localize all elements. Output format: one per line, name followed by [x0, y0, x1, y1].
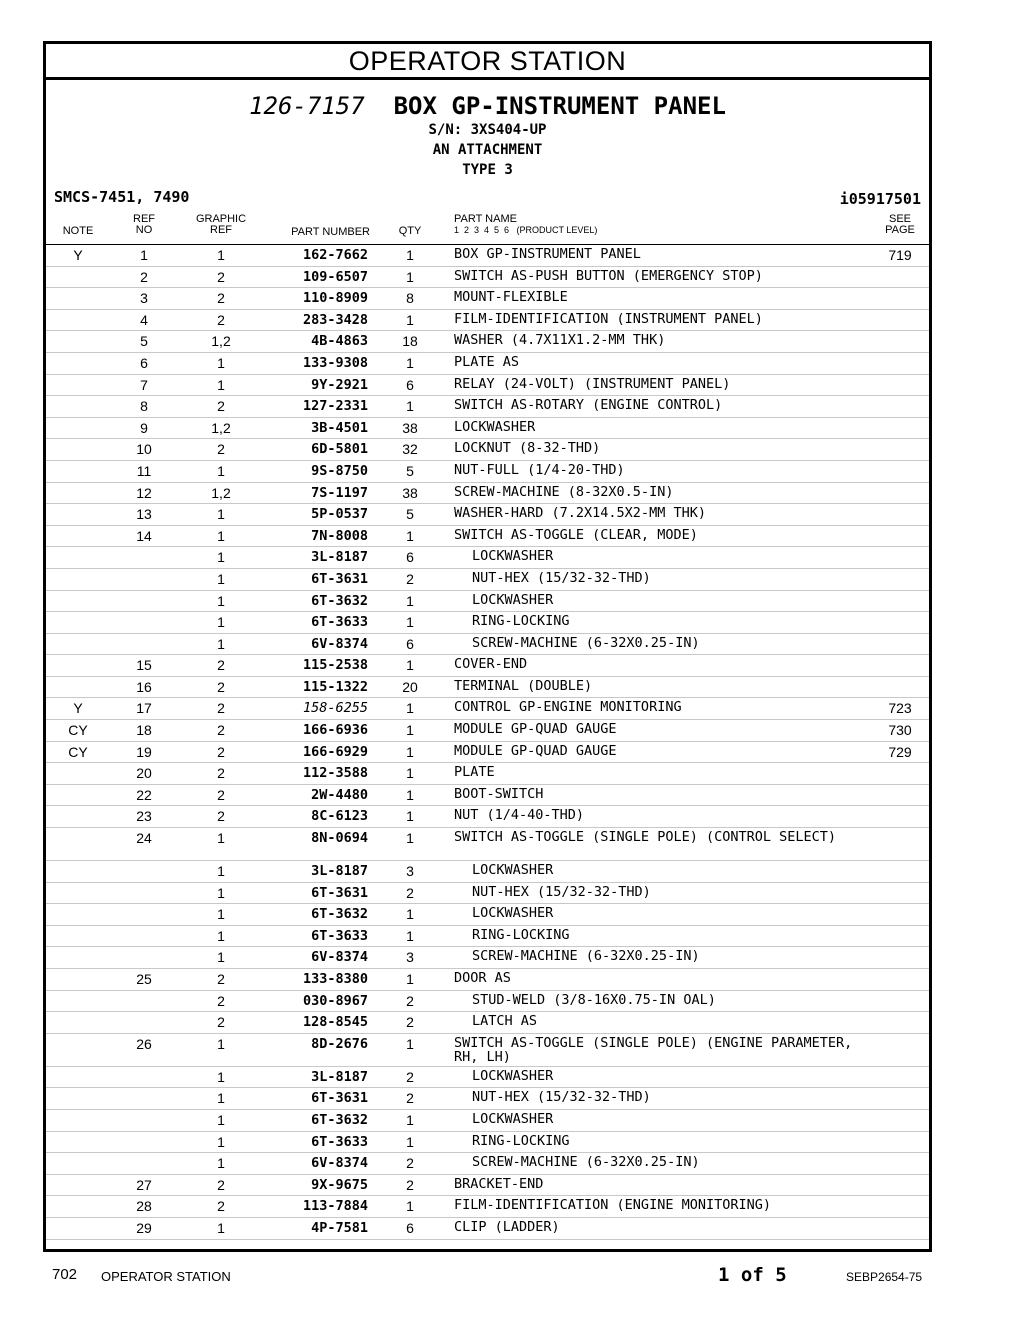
row-qty: 38 [402, 419, 418, 436]
row-ref-no: 1 [140, 247, 148, 263]
footer-page-number: 702 [52, 1266, 78, 1283]
row-part-number: 6T-3631 [311, 1090, 368, 1107]
table-row [46, 331, 929, 353]
row-graphic-ref: 2 [217, 992, 225, 1009]
table-row [46, 1153, 929, 1175]
row-part-name: CLIP (LADDER) [454, 1218, 560, 1235]
row-graphic-ref: 2 [217, 743, 225, 760]
table-row [46, 634, 929, 656]
row-part-name: SCREW-MACHINE (6-32X0.25-IN) [472, 948, 700, 965]
table-row [46, 926, 929, 948]
row-graphic-ref: 2 [217, 1014, 225, 1031]
smcs-code: SMCS-7451, 7490 [54, 188, 190, 206]
row-graphic-ref: 1 [217, 462, 225, 479]
group-title [46, 92, 929, 120]
table-row [46, 396, 929, 418]
table-row [46, 1196, 929, 1218]
row-ref-no: 20 [136, 765, 152, 782]
row-part-number: 166-6936 [302, 722, 368, 739]
row-part-name: NUT-HEX (15/32-32-THD) [472, 1089, 651, 1106]
row-part-name: LOCKWASHER [472, 548, 554, 565]
row-ref-no: 16 [136, 678, 152, 695]
row-qty: 1 [406, 1198, 414, 1215]
row-part-number: 6V-8374 [311, 949, 368, 966]
parts-sheet [43, 41, 932, 1252]
row-part-name: FILM-IDENTIFICATION (ENGINE MONITORING) [454, 1197, 771, 1214]
row-qty: 1 [406, 592, 414, 609]
row-qty: 5 [406, 506, 414, 523]
table-row [46, 991, 929, 1013]
col-graphic-top: GRAPHIC [195, 213, 247, 225]
row-part-number: 112-3588 [302, 765, 368, 782]
row-part-name: RING-LOCKING [472, 613, 570, 630]
row-part-name: NUT-FULL (1/4-20-THD) [454, 461, 625, 478]
row-part-number: 6T-3632 [311, 592, 368, 609]
row-graphic-ref: 2 [217, 765, 225, 782]
table-row [46, 483, 929, 505]
table-row [46, 591, 929, 613]
row-graphic-ref: 1 [217, 549, 225, 566]
row-part-number: 158-6255 [302, 700, 368, 717]
table-row [46, 904, 929, 926]
row-graphic-ref: 1 [217, 830, 225, 847]
row-graphic-ref: 1 [217, 1111, 225, 1128]
row-qty: 1 [406, 1035, 414, 1052]
row-ref-no: 22 [136, 786, 152, 803]
row-part-number: 3L-8187 [311, 549, 368, 566]
row-ref-no: 15 [136, 657, 152, 674]
row-see-page: 730 [888, 722, 912, 739]
row-qty: 1 [406, 1133, 414, 1150]
row-graphic-ref: 1 [217, 927, 225, 944]
row-graphic-ref: 2 [217, 722, 225, 739]
row-qty: 38 [402, 484, 418, 501]
row-part-number: 6T-3631 [311, 884, 368, 901]
row-graphic-ref: 1 [217, 376, 225, 393]
row-part-name: WASHER (4.7X11X1.2-MM THK) [454, 332, 666, 349]
row-graphic-ref: 1 [217, 527, 225, 544]
row-graphic-ref: 1 [217, 506, 225, 523]
table-row [46, 1088, 929, 1110]
section-title: OPERATOR STATION [46, 44, 929, 80]
footer-page-of: 1 of 5 [718, 1264, 787, 1286]
table-row [46, 861, 929, 883]
table-row [46, 1067, 929, 1089]
row-part-number: 8N-0694 [311, 830, 368, 847]
row-part-number: 3L-8187 [311, 1068, 368, 1085]
row-ref-no: 3 [140, 290, 148, 307]
row-part-name: SWITCH AS-TOGGLE (SINGLE POLE) (CONTROL SELECT) [454, 829, 837, 846]
table-row [46, 267, 929, 289]
table-row [46, 969, 929, 991]
table-row [46, 547, 929, 569]
row-graphic-ref: 1,2 [211, 333, 231, 350]
row-part-name: PLATE [454, 764, 495, 781]
row-part-number: 6T-3632 [311, 1111, 368, 1128]
col-note: NOTE [62, 225, 94, 237]
row-qty: 3 [406, 863, 414, 880]
row-qty: 1 [406, 722, 414, 739]
table-row [46, 806, 929, 828]
row-part-name: LOCKWASHER [472, 862, 554, 879]
row-part-number: 166-6929 [302, 743, 368, 760]
row-part-number: 133-8380 [302, 971, 368, 987]
row-ref-no: 24 [136, 830, 152, 847]
row-part-name: BRACKET-END [454, 1175, 544, 1192]
row-part-name: COVER-END [454, 656, 528, 673]
row-part-name: BOOT-SWITCH [454, 785, 544, 802]
type-label: TYPE 3 [462, 162, 513, 178]
row-part-name: FILM-IDENTIFICATION (INSTRUMENT PANEL) [454, 310, 763, 327]
row-part-name: RING-LOCKING [472, 926, 570, 943]
row-qty: 1 [406, 786, 414, 803]
row-part-number: 6T-3633 [311, 927, 368, 944]
table-row [46, 1132, 929, 1154]
row-part-name: LOCKWASHER [472, 591, 554, 608]
row-part-number: 283-3428 [302, 311, 368, 328]
row-qty: 1 [406, 700, 414, 717]
table-row [46, 763, 929, 785]
row-qty: 1 [406, 927, 414, 944]
illustration-id: i05917501 [839, 190, 921, 208]
row-graphic-ref: 2 [217, 971, 225, 987]
row-graphic-ref: 2 [217, 1198, 225, 1215]
row-part-name: SCREW-MACHINE (6-32X0.25-IN) [472, 634, 700, 651]
row-graphic-ref: 2 [217, 398, 225, 415]
row-graphic-ref: 1 [217, 1035, 225, 1052]
table-row [46, 828, 929, 861]
table-row [46, 742, 929, 764]
row-part-number: 6D-5801 [311, 441, 368, 458]
row-graphic-ref: 1 [217, 614, 225, 631]
row-part-number: 127-2331 [302, 398, 368, 415]
table-row [46, 1012, 929, 1034]
col-product-level: 1 2 3 4 5 6 (PRODUCT LEVEL) [454, 225, 598, 235]
row-qty: 2 [406, 570, 414, 587]
col-part-name-top: PART NAME [454, 213, 517, 225]
row-ref-no: 6 [140, 354, 148, 371]
row-ref-no: 18 [136, 722, 152, 739]
row-part-number: 7N-8008 [311, 527, 368, 544]
row-qty: 1 [406, 743, 414, 760]
row-qty: 2 [406, 1068, 414, 1085]
col-see-top: SEE [888, 213, 911, 225]
table-row [46, 612, 929, 634]
row-qty: 1 [406, 1111, 414, 1128]
row-part-number: 109-6507 [302, 268, 368, 285]
row-ref-no: 9 [140, 419, 148, 436]
row-note: CY [68, 743, 88, 760]
row-qty: 1 [406, 354, 414, 371]
row-qty: 6 [406, 376, 414, 393]
col-qty: QTY [398, 225, 422, 237]
row-graphic-ref: 1 [217, 247, 225, 263]
row-ref-no: 11 [136, 462, 152, 479]
attachment-label: AN ATTACHMENT [432, 142, 543, 158]
row-part-number: 4P-7581 [311, 1219, 368, 1236]
row-graphic-ref: 2 [217, 268, 225, 285]
table-row [46, 883, 929, 905]
row-ref-no: 23 [136, 808, 152, 825]
row-qty: 20 [402, 678, 418, 695]
row-note: Y [73, 247, 83, 263]
row-graphic-ref: 1 [217, 354, 225, 371]
row-part-number: 6T-3632 [311, 906, 368, 923]
row-ref-no: 26 [136, 1035, 152, 1052]
col-ref-bottom: NO [135, 224, 153, 236]
row-graphic-ref: 2 [217, 290, 225, 307]
col-graphic [186, 214, 256, 236]
row-graphic-ref: 1 [217, 906, 225, 923]
row-graphic-ref: 2 [217, 657, 225, 674]
row-ref-no: 19 [136, 743, 152, 760]
row-ref-no: 17 [136, 700, 152, 717]
row-qty: 1 [406, 657, 414, 674]
row-part-name: SWITCH AS-ROTARY (ENGINE CONTROL) [454, 397, 723, 414]
row-part-number: 3L-8187 [311, 863, 368, 880]
table-row [46, 947, 929, 969]
row-part-name: RING-LOCKING [472, 1132, 570, 1149]
row-qty: 1 [406, 614, 414, 631]
table-row [46, 785, 929, 807]
row-qty: 6 [406, 635, 414, 652]
row-note: Y [73, 700, 83, 717]
row-ref-no: 2 [140, 268, 148, 285]
col-graphic-bottom: REF [210, 224, 232, 236]
row-qty: 1 [406, 311, 414, 328]
table-row [46, 310, 929, 332]
row-part-name: LOCKWASHER [454, 418, 536, 435]
row-part-name: STUD-WELD (3/8-16X0.75-IN OAL) [472, 991, 716, 1008]
row-part-number: 8C-6123 [311, 808, 368, 825]
row-part-name: LOCKWASHER [472, 1067, 554, 1084]
row-part-number: 113-7884 [302, 1198, 368, 1215]
row-graphic-ref: 2 [217, 808, 225, 825]
table-row [46, 526, 929, 548]
row-qty: 6 [406, 1219, 414, 1236]
row-ref-no: 28 [136, 1198, 152, 1215]
row-qty: 3 [406, 949, 414, 966]
row-part-name: WASHER-HARD (7.2X14.5X2-MM THK) [454, 505, 706, 522]
row-part-number: 110-8909 [302, 290, 368, 307]
footer-doc-id: SEBP2654-75 [846, 1270, 923, 1284]
row-qty: 2 [406, 1176, 414, 1193]
row-part-name: PLATE AS [454, 353, 520, 370]
row-ref-no: 5 [140, 333, 148, 350]
row-ref-no: 7 [140, 376, 148, 393]
row-part-number: 6T-3633 [311, 614, 368, 631]
row-part-name: LOCKNUT (8-32-THD) [454, 440, 601, 457]
table-row [46, 418, 929, 440]
table-row [46, 698, 929, 720]
row-graphic-ref: 1,2 [211, 419, 231, 436]
row-part-name: CONTROL GP-ENGINE MONITORING [454, 699, 682, 716]
row-see-page: 723 [888, 700, 912, 717]
row-part-number: 115-2538 [302, 657, 368, 674]
row-part-number: 6T-3633 [311, 1133, 368, 1150]
parts-table [46, 245, 929, 1240]
row-part-number: 5P-0537 [311, 506, 368, 523]
row-part-name: MODULE GP-QUAD GAUGE [454, 742, 617, 759]
row-part-name: SWITCH AS-TOGGLE (SINGLE POLE) (ENGINE PARAMETER, RH, LH) [454, 1034, 853, 1065]
row-see-page: 729 [888, 743, 912, 760]
row-qty: 1 [406, 268, 414, 285]
table-row [46, 1175, 929, 1197]
col-see-page [872, 214, 928, 236]
row-part-name: LOCKWASHER [472, 1110, 554, 1127]
table-row [46, 461, 929, 483]
row-graphic-ref: 2 [217, 441, 225, 458]
row-part-number: 9Y-2921 [311, 376, 368, 393]
table-row [46, 375, 929, 397]
group-header [46, 80, 929, 245]
row-part-name: NUT (1/4-40-THD) [454, 807, 585, 824]
row-part-name: SWITCH AS-PUSH BUTTON (EMERGENCY STOP) [454, 267, 763, 284]
row-part-number: 115-1322 [302, 678, 368, 695]
row-graphic-ref: 1 [217, 1219, 225, 1236]
serial-number: S/N: 3XS404-UP [428, 122, 547, 138]
row-qty: 1 [406, 527, 414, 544]
row-part-number: 162-7662 [302, 247, 368, 263]
row-part-number: 3B-4501 [311, 419, 368, 436]
row-part-number: 030-8967 [302, 992, 368, 1009]
row-graphic-ref: 1 [217, 635, 225, 652]
row-qty: 1 [406, 906, 414, 923]
row-ref-no: 13 [136, 506, 152, 523]
row-part-number: 9X-9675 [311, 1176, 368, 1193]
row-part-name: MOUNT-FLEXIBLE [454, 289, 568, 306]
row-qty: 1 [406, 830, 414, 847]
table-row [46, 439, 929, 461]
row-graphic-ref: 1 [217, 570, 225, 587]
col-part-name [454, 214, 754, 236]
row-graphic-ref: 2 [217, 1176, 225, 1193]
table-row [46, 288, 929, 310]
row-graphic-ref: 1 [217, 592, 225, 609]
row-part-number: 8D-2676 [311, 1035, 368, 1052]
row-ref-no: 29 [136, 1219, 152, 1236]
row-qty: 2 [406, 884, 414, 901]
row-graphic-ref: 1 [217, 1133, 225, 1150]
row-qty: 32 [402, 441, 418, 458]
row-qty: 5 [406, 462, 414, 479]
row-ref-no: 4 [140, 311, 148, 328]
row-qty: 2 [406, 1090, 414, 1107]
row-ref-no: 14 [136, 527, 152, 544]
col-ref-top: REF [133, 213, 155, 225]
row-qty: 1 [406, 971, 414, 987]
row-part-name: NUT-HEX (15/32-32-THD) [472, 569, 651, 586]
row-graphic-ref: 1 [217, 1155, 225, 1172]
row-graphic-ref: 2 [217, 678, 225, 695]
row-graphic-ref: 2 [217, 700, 225, 717]
row-see-page: 719 [888, 247, 912, 263]
table-row [46, 353, 929, 375]
row-qty: 1 [406, 398, 414, 415]
table-row [46, 1034, 929, 1067]
row-part-name: LATCH AS [472, 1013, 538, 1030]
row-part-number: 2W-4480 [311, 786, 368, 803]
row-graphic-ref: 1 [217, 884, 225, 901]
row-qty: 18 [402, 333, 418, 350]
row-part-name: NUT-HEX (15/32-32-THD) [472, 883, 651, 900]
row-qty: 1 [406, 808, 414, 825]
footer-section: OPERATOR STATION [101, 1269, 231, 1284]
row-part-name: SCREW-MACHINE (8-32X0.5-IN) [454, 483, 674, 500]
group-name: BOX GP-INSTRUMENT PANEL [393, 92, 726, 120]
row-graphic-ref: 1 [217, 1068, 225, 1085]
row-ref-no: 10 [136, 441, 152, 458]
row-part-name: MODULE GP-QUAD GAUGE [454, 721, 617, 738]
row-part-number: 9S-8750 [311, 462, 368, 479]
row-graphic-ref: 2 [217, 311, 225, 328]
row-part-name: RELAY (24-VOLT) (INSTRUMENT PANEL) [454, 375, 731, 392]
table-row [46, 655, 929, 677]
col-see-bottom: PAGE [885, 224, 915, 236]
row-part-name: SCREW-MACHINE (6-32X0.25-IN) [472, 1154, 700, 1171]
row-graphic-ref: 1,2 [211, 484, 231, 501]
table-row [46, 504, 929, 526]
row-part-name: TERMINAL (DOUBLE) [454, 677, 593, 694]
row-note: CY [68, 722, 88, 739]
row-part-name: BOX GP-INSTRUMENT PANEL [454, 246, 641, 262]
row-qty: 1 [406, 765, 414, 782]
row-part-number: 128-8545 [302, 1014, 368, 1031]
row-part-number: 133-9308 [302, 354, 368, 371]
col-ref [124, 214, 164, 236]
col-part-number: PART NUMBER [291, 226, 370, 238]
row-graphic-ref: 2 [217, 786, 225, 803]
table-row [46, 677, 929, 699]
row-part-number: 7S-1197 [311, 484, 368, 501]
row-qty: 2 [406, 1155, 414, 1172]
row-part-name: SWITCH AS-TOGGLE (CLEAR, MODE) [454, 526, 698, 543]
group-part-number: 126-7157 [249, 92, 365, 120]
table-row [46, 1218, 929, 1240]
row-qty: 6 [406, 549, 414, 566]
table-row [46, 245, 929, 267]
table-row [46, 569, 929, 591]
table-row [46, 720, 929, 742]
row-part-number: 4B-4863 [311, 333, 368, 350]
table-row [46, 1110, 929, 1132]
row-ref-no: 8 [140, 398, 148, 415]
row-part-name: LOCKWASHER [472, 905, 554, 922]
row-qty: 1 [406, 247, 414, 263]
row-ref-no: 12 [136, 484, 152, 501]
row-ref-no: 25 [136, 971, 152, 987]
row-part-number: 6T-3631 [311, 570, 368, 587]
row-qty: 2 [406, 992, 414, 1009]
row-part-number: 6V-8374 [311, 1155, 368, 1172]
row-part-number: 6V-8374 [311, 635, 368, 652]
row-part-name: DOOR AS [454, 970, 511, 986]
row-qty: 8 [406, 290, 414, 307]
row-ref-no: 27 [136, 1176, 152, 1193]
row-graphic-ref: 1 [217, 949, 225, 966]
row-graphic-ref: 1 [217, 863, 225, 880]
row-qty: 2 [406, 1014, 414, 1031]
row-graphic-ref: 1 [217, 1090, 225, 1107]
